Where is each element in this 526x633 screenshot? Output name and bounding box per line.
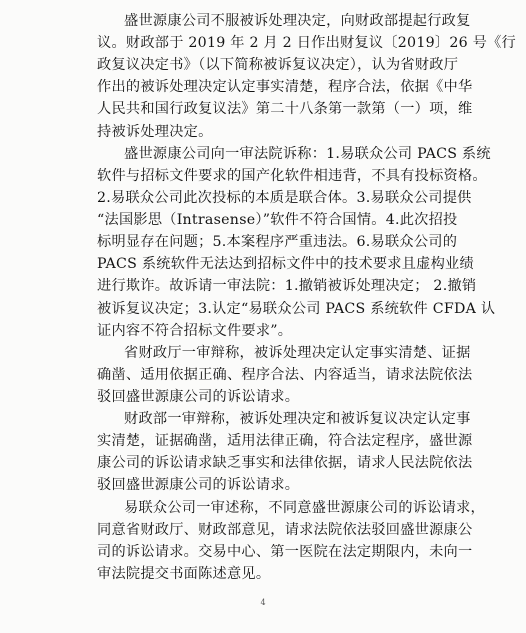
paragraph-ministry-defense-line: 财政部一审辩称，被诉处理决定和被诉复议决定认定事 (124, 411, 471, 428)
paragraph-plaintiff-claims-line: 进行欺诈。故诉请一审法院：1.撤销被诉处理决定； 2.撤销 (97, 278, 477, 295)
paragraph-ministry-defense-line: 驳回盛世源康公司的诉讼请求。 (97, 477, 300, 494)
paragraph-plaintiff-claims-line: 被诉复议决定；3.认定“易联众公司 PACS 系统软件 CFDA 认 (97, 300, 496, 317)
paragraph-finance-department-defense-line: 驳回盛世源康公司的诉讼请求。 (97, 388, 300, 405)
paragraph-third-party-statement-line: 同意省财政厅、财政部意见，请求法院依法驳回盛世源康公 (97, 521, 473, 538)
paragraph-plaintiff-claims-line: 盛世源康公司向一审法院诉称：1.易联众公司 PACS 系统 (124, 145, 491, 162)
paragraph-finance-department-defense-line: 确凿、适用依据正确、程序合法、内容适当，请求法院依法 (97, 366, 473, 383)
paragraph-review-decision-line: 盛世源康公司不服被诉处理决定，向财政部提起行政复 (124, 13, 471, 29)
paragraph-ministry-defense-line: 实清楚，证据确凿，适用法律正确，符合法定程序，盛世源 (97, 433, 473, 450)
paragraph-plaintiff-claims-line: 标明显存在问题；5.本案程序严重违法。6.易联众公司的 (97, 234, 458, 251)
paragraph-plaintiff-claims-line: PACS 系统软件无法达到招标文件中的技术要求且虚构业绩 (97, 256, 474, 273)
page-number: 4 (260, 598, 266, 607)
paragraph-third-party-statement-line: 易联众公司一审述称，不同意盛世源康公司的诉讼请求， (124, 499, 485, 516)
paragraph-plaintiff-claims-line: “法国影思（Intrasense）”软件不符合国情。4.此次招投 (97, 212, 458, 229)
paragraph-review-decision-line: 作出的被诉处理决定认定事实清楚，程序合法，依据《中华 (97, 79, 473, 96)
paragraph-plaintiff-claims-line: 2.易联众公司此次投标的本质是联合体。3.易联众公司提供 (97, 189, 472, 206)
paragraph-third-party-statement-line: 司的诉讼请求。交易中心、第一医院在法定期限内，未向一 (97, 543, 473, 560)
paragraph-ministry-defense-line: 康公司的诉讼请求缺乏事实和法律依据，请求人民法院依法 (97, 455, 473, 472)
paragraph-third-party-statement-line: 审法院提交书面陈述意见。 (97, 565, 271, 582)
paragraph-plaintiff-claims-line: 证内容不符合招标文件要求”。 (97, 322, 293, 339)
paragraph-plaintiff-claims-line: 软件与招标文件要求的国产化软件相违背，不具有投标资格。 (97, 167, 487, 184)
paragraph-finance-department-defense-line: 省财政厅一审辩称，被诉处理决定认定事实清楚、证据 (124, 344, 471, 361)
paragraph-review-decision-line: 议。财政部于 2019 年 2 月 2 日作出财复议〔2019〕26 号《行 (97, 35, 516, 52)
paragraph-review-decision-line: 政复议决定书》（以下简称被诉复议决定），认为省财政厅 (97, 57, 459, 74)
paragraph-review-decision-line: 持被诉处理决定。 (97, 123, 213, 140)
paragraph-review-decision-line: 人民共和国行政复议法》第二十八条第一款第（一）项，维 (97, 101, 473, 118)
